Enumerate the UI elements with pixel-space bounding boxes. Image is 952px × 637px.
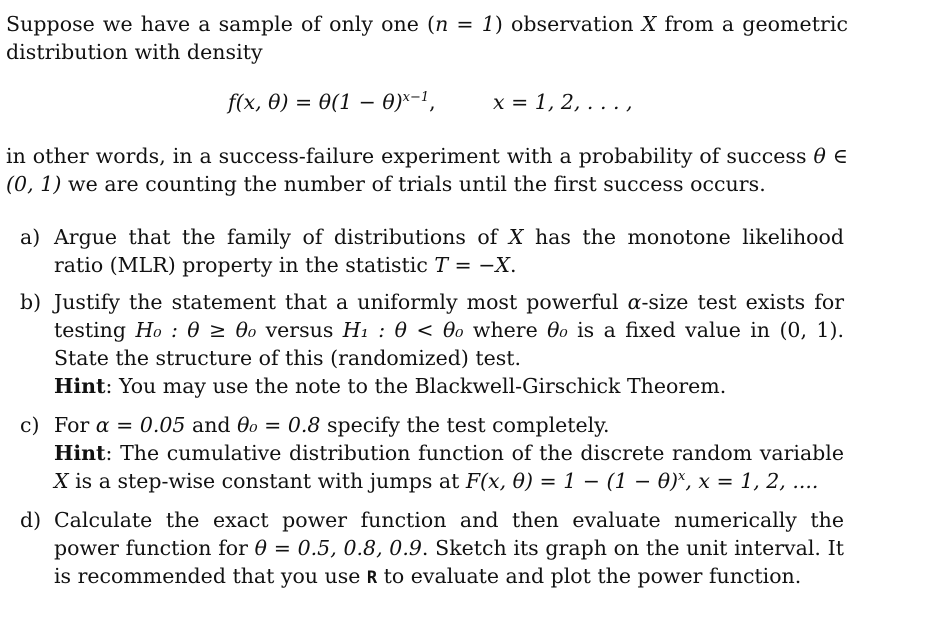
variable-x: X: [641, 12, 657, 36]
item-label: b): [20, 290, 42, 314]
sample-size-expr: n = 1: [435, 12, 495, 36]
item-text: and: [185, 413, 238, 437]
cdf-exponent: x: [678, 469, 686, 485]
theta-values-expr: θ = 0.5, 0.8, 0.9: [254, 536, 422, 560]
item-text: where: [463, 318, 548, 342]
explanation-text: we are counting the number of trials until the first success occurs.: [61, 172, 766, 196]
explanation-paragraph: [6, 142, 848, 198]
item-text: Justify the statement that a uniformly most powerful: [54, 290, 628, 314]
hint-text: : You may use the note to the Blackwell-Girschick Theorem.: [105, 374, 727, 398]
item-text: . State the structure of this (randomized) test.: [54, 318, 844, 370]
item-text: versus: [256, 318, 343, 342]
hint-text: is a step-wise constant with jumps at: [68, 469, 466, 493]
item-body: [54, 223, 844, 279]
item-body: [54, 506, 844, 592]
hint-label: Hint: [54, 441, 106, 465]
support-formula: x = 1, 2, . . . ,: [493, 90, 633, 114]
density-expr: f(x, θ) = θ(1 − θ): [228, 90, 403, 114]
variable-x: X: [54, 469, 69, 493]
item-body: [54, 411, 844, 495]
null-hypothesis: H₀ : θ ≥ θ₀: [135, 318, 257, 342]
alt-hypothesis: H₁ : θ < θ₀: [342, 318, 464, 342]
hint-label: Hint: [54, 374, 106, 398]
density-exponent: x−1: [402, 90, 430, 106]
density-equation: [0, 88, 952, 118]
item-text: For: [54, 413, 96, 437]
item-body: [54, 288, 844, 400]
interval-expr: (0, 1): [779, 318, 838, 342]
density-formula: [228, 88, 436, 116]
intro-paragraph: [6, 10, 848, 66]
theta-range-expr: θ ∈ (0, 1): [6, 144, 848, 196]
intro-text: ) observation: [494, 12, 642, 36]
intro-text: Suppose we have a sample of only one (: [6, 12, 436, 36]
explanation-text: in other words, in a success-failure experiment with a probability of success: [6, 144, 814, 168]
alpha-symbol: α: [627, 290, 642, 314]
item-label: c): [20, 413, 40, 437]
alpha-value-expr: α = 0.05: [95, 413, 186, 437]
item-text: is a fixed value in: [567, 318, 780, 342]
item-text: Argue that the family of distributions of: [54, 225, 509, 249]
item-text: -size test exists for testing: [54, 290, 844, 342]
item-label: d): [20, 508, 42, 532]
cdf-support: , x = 1, 2, ....: [685, 469, 819, 493]
density-comma: ,: [429, 90, 436, 114]
item-text: specify the test completely.: [320, 413, 610, 437]
statistic-expr: T = −X: [434, 253, 510, 277]
item-text: Calculate the exact power function and then evaluate numerically the power function for: [54, 508, 844, 560]
variable-x: X: [508, 225, 524, 249]
item-text: .: [510, 253, 517, 277]
item-label: a): [20, 225, 41, 249]
hint-text: : The cumulative distribution function of the discrete random variable: [105, 441, 844, 465]
item-text: . Sketch its graph on the unit interval. It is recommended that you use: [54, 536, 844, 588]
r-software-name: R: [366, 568, 378, 588]
item-text: to evaluate and plot the power function.: [377, 564, 802, 588]
theta0-value-expr: θ₀ = 0.8: [237, 413, 321, 437]
cdf-expr: F(x, θ) = 1 − (1 − θ): [465, 469, 679, 493]
theta0-symbol: θ₀: [547, 318, 568, 342]
item-text: has the monotone likelihood ratio (MLR) property in the statistic: [54, 225, 844, 277]
intro-text: from a geometric distribution with density: [6, 12, 848, 64]
